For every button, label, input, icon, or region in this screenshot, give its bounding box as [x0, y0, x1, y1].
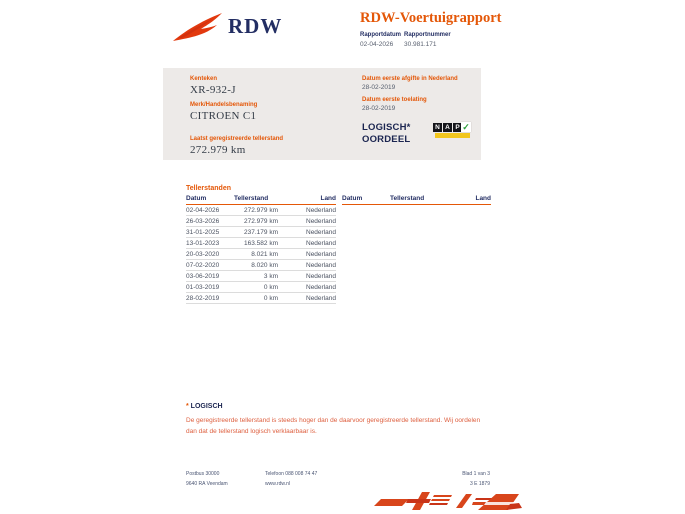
- tellerstanden-table-right: [342, 195, 491, 205]
- oordeel-line2: OORDEEL: [362, 134, 411, 145]
- vehicle-info-right-column: [362, 76, 480, 118]
- laatste-tellerstand-label: Laatst geregistreerde tellerstand: [190, 136, 284, 142]
- report-number-block: [404, 32, 451, 48]
- logisch-explanation: [186, 403, 491, 437]
- footer-address-line1: Postbus 30000: [186, 471, 220, 477]
- cell-tellerstand: 8.021 km: [251, 250, 278, 258]
- nap-letter-p: P: [453, 123, 462, 132]
- report-title: RDW-Voertuigrapport: [360, 10, 502, 26]
- tellerstanden-title: Tellerstanden: [186, 185, 231, 192]
- footer-address: [186, 469, 228, 489]
- cell-land: Nederland: [306, 261, 336, 269]
- table-row: [186, 293, 336, 304]
- vehicle-info-box: [163, 68, 481, 160]
- eerste-toelating-value: 28-02-2019: [362, 105, 396, 112]
- report-date-block: [360, 32, 401, 48]
- eerste-afgifte-label: Datum eerste afgifte in Nederland: [362, 76, 458, 82]
- table-row: [186, 249, 336, 260]
- table-row: [186, 216, 336, 227]
- cell-datum: 01-03-2019: [186, 283, 220, 291]
- nap-logo-icon: [433, 122, 471, 138]
- col-header-datum: Datum: [186, 195, 207, 202]
- kenteken-label: Kenteken: [190, 76, 218, 82]
- cell-tellerstand: 272.979 km: [244, 217, 278, 225]
- cell-tellerstand: 8.020 km: [251, 261, 278, 269]
- eerste-afgifte-value: 28-02-2019: [362, 84, 396, 91]
- laatste-tellerstand-value: 272.979 km: [190, 144, 246, 156]
- footer-website: www.rdw.nl: [265, 481, 291, 487]
- report-date-value: 02-04-2026: [360, 41, 394, 48]
- table-row: [186, 227, 336, 238]
- table-row: [186, 271, 336, 282]
- oordeel-text: [362, 122, 411, 146]
- cell-tellerstand: 272.979 km: [244, 206, 278, 214]
- tellerstanden-table-left: [186, 195, 336, 304]
- logisch-heading-text: LOGISCH: [190, 403, 223, 410]
- cell-tellerstand: 237.179 km: [244, 228, 278, 236]
- logisch-heading: [186, 403, 491, 410]
- col-header-datum: Datum: [342, 195, 363, 202]
- cell-land: Nederland: [306, 228, 336, 236]
- kenteken-value: XR-932-J: [190, 84, 236, 96]
- cell-land: Nederland: [306, 250, 336, 258]
- cell-tellerstand: 163.582 km: [244, 239, 278, 247]
- merk-label: Merk/Handelsbenaming: [190, 102, 258, 108]
- table-row: [186, 260, 336, 271]
- report-number-value: 30.981.171: [404, 41, 437, 48]
- footer-phone: Telefoon 088 008 74 47: [265, 471, 318, 477]
- col-header-land: Land: [475, 195, 491, 202]
- cell-tellerstand: 0 km: [263, 283, 278, 291]
- cell-tellerstand: 3 km: [263, 272, 278, 280]
- col-header-tellerstand: Tellerstand: [390, 195, 425, 202]
- cell-datum: 03-06-2019: [186, 272, 220, 280]
- cell-land: Nederland: [306, 206, 336, 214]
- cell-tellerstand: 0 km: [263, 294, 278, 302]
- table-row: [186, 238, 336, 249]
- nap-letter-a: A: [443, 123, 452, 132]
- report-number-label: Rapportnummer: [404, 32, 451, 38]
- cell-land: Nederland: [306, 272, 336, 280]
- nap-yellow-bar: [435, 133, 470, 138]
- footer-contact: [265, 469, 317, 489]
- cell-datum: 02-04-2026: [186, 206, 220, 214]
- oordeel-line1: LOGISCH*: [362, 122, 411, 133]
- cell-land: Nederland: [306, 239, 336, 247]
- brand-wordmark: RDW: [228, 14, 283, 38]
- cell-datum: 13-01-2023: [186, 239, 220, 247]
- cell-datum: 26-03-2026: [186, 217, 220, 225]
- vehicle-info-left-column: [190, 76, 355, 162]
- checkmark-icon: ✓: [462, 122, 470, 132]
- footer-address-line2: 9640 RA Veendam: [186, 481, 228, 487]
- eerste-toelating-label: Datum eerste toelating: [362, 97, 427, 103]
- cell-land: Nederland: [306, 294, 336, 302]
- wing-graphic: [372, 490, 522, 512]
- cell-datum: 28-02-2019: [186, 294, 220, 302]
- col-header-tellerstand: Tellerstand: [234, 195, 269, 202]
- report-date-label: Rapportdatum: [360, 32, 401, 38]
- cell-datum: 31-01-2025: [186, 228, 220, 236]
- cell-datum: 07-02-2020: [186, 261, 220, 269]
- table-header-row: [186, 195, 336, 205]
- cell-land: Nederland: [306, 283, 336, 291]
- cell-land: Nederland: [306, 217, 336, 225]
- rdw-wing-logo-icon: [172, 11, 224, 45]
- footer-page-number: Blad 1 van 3: [462, 471, 490, 477]
- table-row: [186, 282, 336, 293]
- merk-value: CITROEN C1: [190, 110, 257, 122]
- footer-form-code: 3 E 1879: [469, 481, 490, 487]
- col-header-land: Land: [320, 195, 336, 202]
- table-row: [186, 205, 336, 216]
- asterisk: *: [186, 403, 191, 410]
- nap-letter-n: N: [433, 123, 442, 132]
- logisch-explanation-text: De geregistreerde tellerstand is steeds hoger dan de daarvoor geregistreerde tellerstand. Wij oordelen dan dat de tellerstand logisch verklaarbaar is.: [186, 417, 481, 435]
- table-header-row: [342, 195, 491, 205]
- cell-datum: 20-03-2020: [186, 250, 220, 258]
- footer-page-info: [420, 469, 490, 489]
